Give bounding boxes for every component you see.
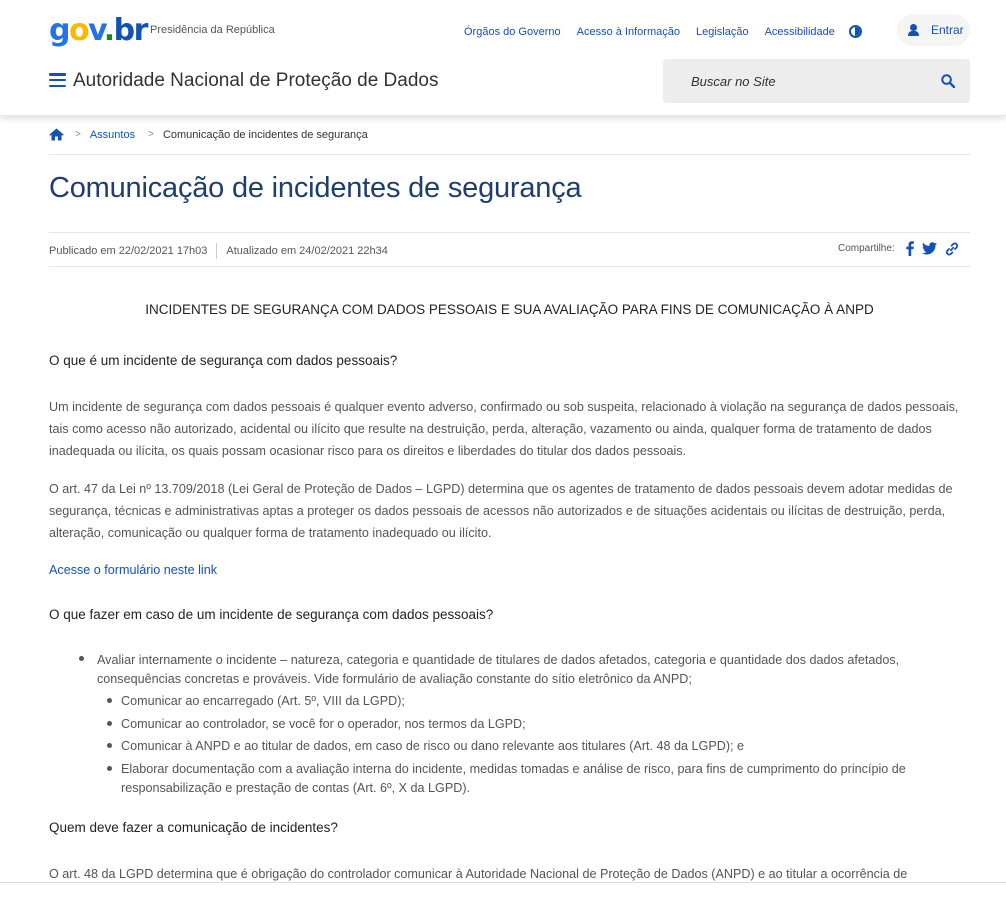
- govbr-logo[interactable]: gov.br: [49, 13, 147, 48]
- list-item: Elaborar documentação com a avaliação interna do incidente, medidas tomadas e análise de risco, para fins de cumprimento do princípio de responsabilização e prestação de contas (Art. 6º, X da LGPD).: [97, 760, 970, 798]
- contrast-icon[interactable]: [849, 25, 862, 38]
- breadcrumb-separator: >: [148, 129, 154, 140]
- paragraph: O art. 47 da Lei nº 13.709/2018 (Lei Geral de Proteção de Dados – LGPD) determina que os agentes de tratamento de dados pessoais devem adotar medidas de segurança, técnicas e administrativas aptas a proteger os dados pessoais de acessos não autorizados e de situações acidentais ou ilícitas de destruição, perda, alteração, comunicação ou qualquer forma de tratamento inadequado ou ilícito.: [49, 482, 953, 540]
- divider: [49, 232, 970, 233]
- form-link[interactable]: Acesse o formulário neste link: [49, 563, 217, 577]
- list-item: Comunicar ao controlador, se você for o operador, nos termos da LGPD;: [97, 715, 970, 734]
- bottom-bar: [0, 882, 1006, 922]
- presidencia-label: Presidência da República: [150, 24, 275, 36]
- breadcrumb-current: Comunicação de incidentes de segurança: [162, 128, 368, 141]
- paragraph: O art. 48 da LGPD determina que é obrigação do controlador comunicar à Autoridade Nacional de Proteção de Dados (ANPD) e ao titular a ocorrência de: [49, 867, 908, 881]
- link-legislacao[interactable]: Legislação: [695, 25, 749, 38]
- paragraph: Um incidente de segurança com dados pessoais é qualquer evento adverso, confirmado ou sob suspeita, relacionado à violação na segurança de dados pessoais, tais como acesso não autorizado, acidental ou ilícito que resulte na destruição, perda, alteração, vazamento ou ainda, qualquer forma de tratamento de dados inadequada ou ilícita, os quais possam ocasionar risco para os direitos e liberdades do titular dos dados pessoais.: [49, 400, 959, 458]
- breadcrumb: [49, 128, 368, 141]
- sub-steps-list: [97, 692, 970, 798]
- link-acessibilidade[interactable]: Acessibilidade: [764, 25, 835, 38]
- page-title: Comunicação de incidentes de segurança: [49, 172, 582, 204]
- search-icon[interactable]: [941, 74, 955, 88]
- menu-icon[interactable]: [49, 73, 66, 87]
- steps-list: [79, 651, 970, 801]
- divider: [49, 266, 970, 267]
- top-links: [464, 25, 862, 38]
- site-header: [0, 0, 1006, 116]
- user-icon: [908, 24, 919, 36]
- article-subtitle: INCIDENTES DE SEGURANÇA COM DADOS PESSOAIS E SUA AVALIAÇÃO PARA FINS DE COMUNICAÇÃO À ANPD: [145, 302, 874, 317]
- divider: [49, 154, 970, 155]
- twitter-icon[interactable]: [922, 242, 937, 255]
- facebook-icon[interactable]: [906, 241, 914, 256]
- share-label: Compartilhe:: [838, 243, 895, 254]
- breadcrumb-separator: >: [75, 129, 81, 140]
- login-label: Entrar: [931, 23, 964, 37]
- updated-date: Atualizado em 24/02/2021 22h34: [226, 245, 388, 257]
- question-heading: O que é um incidente de segurança com dados pessoais?: [49, 353, 398, 368]
- list-item: Comunicar ao encarregado (Art. 5º, VIII da LGPD);: [97, 692, 970, 711]
- breadcrumb-assuntos[interactable]: Assuntos: [89, 128, 136, 141]
- search-input[interactable]: [663, 59, 933, 103]
- question-heading: O que fazer em caso de um incidente de segurança com dados pessoais?: [49, 607, 494, 622]
- share-bar: [838, 241, 967, 256]
- list-item: Comunicar à ANPD e ao titular de dados, em caso de risco ou dano relevante aos titulares (Art. 48 da LGPD); e: [97, 737, 970, 756]
- meta-separator: [216, 243, 217, 259]
- published-date: Publicado em 22/02/2021 17h03: [49, 245, 208, 257]
- site-name[interactable]: Autoridade Nacional de Proteção de Dados: [73, 70, 439, 91]
- link-orgaos[interactable]: Órgãos do Governo: [464, 25, 561, 38]
- list-item: [79, 651, 970, 798]
- home-icon[interactable]: [49, 128, 64, 141]
- link-icon[interactable]: [945, 242, 959, 256]
- login-button[interactable]: [897, 14, 970, 46]
- list-item-text: Avaliar internamente o incidente – natureza, categoria e quantidade de titulares de dados afetados, categoria e quantidade dos dados afetados, consequências concretas e prováveis. Vide formulário de avaliação constante do sítio eletrônico da ANPD;: [97, 653, 900, 686]
- search-box: [663, 59, 970, 103]
- question-heading: Quem deve fazer a comunicação de incidentes?: [49, 820, 338, 835]
- publication-meta: [49, 243, 388, 259]
- link-acesso-informacao[interactable]: Acesso à Informação: [576, 25, 680, 38]
